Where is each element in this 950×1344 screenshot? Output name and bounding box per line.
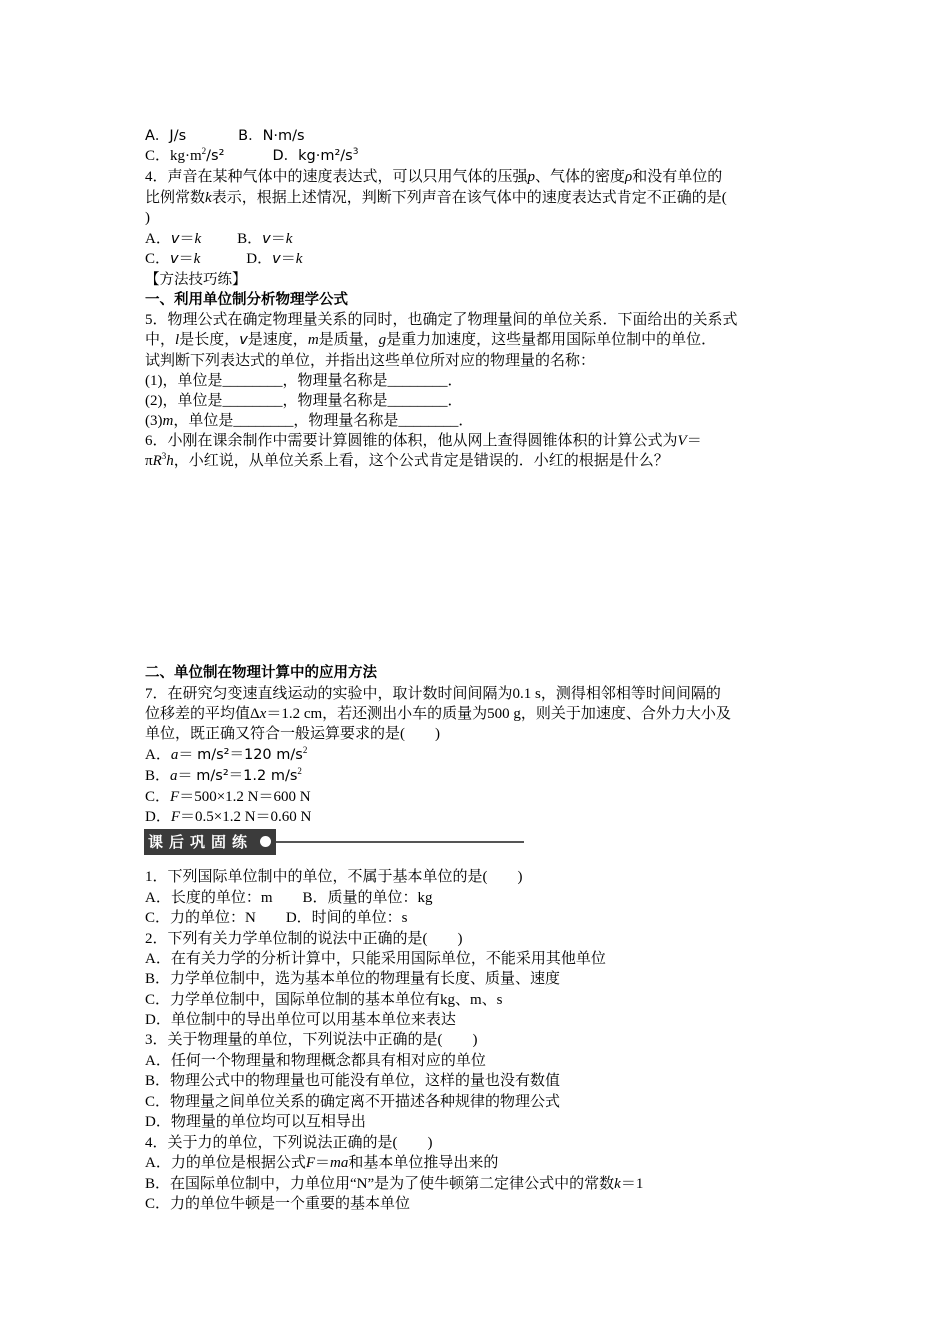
hw-q2-option-c: C．力学单位制中，国际单位制的基本单位有kg、m、s [145, 992, 503, 1008]
hw-q2-option-a: A．在有关力学的分析计算中，只能采用国际单位，不能采用其他单位 [145, 951, 606, 967]
hw-q4-option-a: A．力的单位是根据公式F＝ma和基本单位推导出来的 [145, 1155, 499, 1171]
q4-options-row2 [145, 249, 302, 269]
q5-stem-line1: 5．物理公式在确定物理量关系的同时，也确定了物理量间的单位关系．下面给出的关系式 [145, 312, 738, 328]
q7-option-a: A．a＝ m/s²＝120 $m/s^2$ [145, 745, 308, 763]
hw-q1-option-d: D．时间的单位：s [285, 910, 408, 926]
q5-sub-1: (1)，单位是________，物理量名称是________． [145, 373, 463, 389]
q5-stem-line2: 中，l是长度，v是速度，m是质量，g是重力加速度，这些量都用国际单位制中的单位． [145, 332, 717, 348]
method-heading: 【方法技巧练】 [145, 272, 247, 288]
q4-option-c: C．v＝k [145, 251, 201, 267]
hw-q3-option-b: B．物理公式中的物理量也可能没有单位，这样的量也没有数值 [145, 1073, 561, 1089]
q4-option-b: B．v＝k [237, 231, 293, 247]
q7-stem-line3: 单位，既正确又符合一般运算要求的是( ) [145, 726, 440, 742]
q6-stem-line1: 6．小刚在课余制作中需要计算圆锥的体积，他从网上查得圆锥体积的计算公式为V＝ [145, 433, 702, 449]
q3-option-b: B．N·m/s [238, 128, 305, 144]
q7-stem-line2: 位移差的平均值Δx＝1.2 cm，若还测出小车的质量为500 g，则关于加速度、合外力大小及 [145, 706, 731, 722]
hw-q1-options-row1 [145, 888, 433, 908]
hw-q4-option-b: B．在国际单位制中，力单位用“N”是为了使牛顿第二定律公式中的常数k＝1 [145, 1176, 644, 1192]
q4-options-row1 [145, 229, 292, 249]
q4-option-d: D．v＝k [246, 251, 303, 267]
q3-option-d: D．$kg\cdot m^2/s^3$ [272, 147, 359, 164]
hw-q3-stem: 3．关于物理量的单位，下列说法中正确的是( ) [145, 1032, 478, 1048]
q3-options-row1 [145, 126, 305, 146]
bullet-dot-icon [260, 836, 271, 847]
hw-q1-option-a: A．长度的单位：m [145, 890, 273, 906]
after-class-banner [144, 829, 524, 855]
banner-title: 课后巩固练 [148, 833, 254, 851]
hw-q1-stem: 1．下列国际单位制中的单位，不属于基本单位的是( ) [145, 869, 523, 885]
q4-stem-line3: ) [145, 210, 150, 226]
q3-option-c: C．$kg\cdot m^2/s^2$ [145, 146, 225, 164]
q5-sub-3: (3)m，单位是________，物理量名称是________． [145, 413, 474, 429]
q7-option-d: D．F＝0.5×1.2 N＝0.60 N [145, 809, 312, 825]
hw-q3-option-c: C．物理量之间单位关系的确定离不开描述各种规律的物理公式 [145, 1094, 561, 1110]
hw-q3-option-d: D．物理量的单位均可以互相导出 [145, 1114, 366, 1130]
hw-q1-option-b: B．质量的单位：kg [302, 890, 433, 906]
q4-stem-line2: 比例常数k表示，根据上述情况，判断下列声音在该气体中的速度表达式肯定不正确的是( [145, 190, 727, 206]
q6-stem-line2: $\pi R^3h$，小红说，从单位关系上看，这个公式肯定是错误的．小红的根据是什么？ [145, 451, 669, 469]
hw-q2-option-b: B．力学单位制中，选为基本单位的物理量有长度、质量、速度 [145, 971, 561, 987]
q7-option-b: B．a＝ m/s²＝1.2 $m/s^2$ [145, 766, 302, 784]
hw-q1-options-row2 [145, 908, 408, 928]
q5-stem-line3: 试判断下列表达式的单位，并指出这些单位所对应的物理量的名称： [145, 353, 596, 369]
q4-option-a: A．v＝k [145, 231, 202, 247]
q3-options-row2 [145, 146, 358, 166]
section-2-heading: 二、单位制在物理计算中的应用方法 [145, 665, 377, 681]
hw-q4-option-c: C．力的单位牛顿是一个重要的基本单位 [145, 1196, 411, 1212]
q7-stem-line1: 7．在研究匀变速直线运动的实验中，取计数时间间隔为0.1 s，测得相邻相等时间间隔的 [145, 686, 721, 702]
section-1-heading: 一、利用单位制分析物理学公式 [145, 292, 348, 308]
hw-q2-option-d: D．单位制中的导出单位可以用基本单位来表达 [145, 1012, 456, 1028]
banner-rule [276, 841, 524, 843]
q7-option-c: C．F＝500×1.2 N＝600 N [145, 789, 311, 805]
q3-option-a: A．J/s [145, 128, 187, 144]
hw-q2-stem: 2．下列有关力学单位制的说法中正确的是( ) [145, 931, 463, 947]
q4-stem-line1: 4．声音在某种气体中的速度表达式，可以只用气体的压强p、气体的密度ρ和没有单位的 [145, 169, 723, 185]
hw-q4-stem: 4．关于力的单位，下列说法正确的是( ) [145, 1135, 433, 1151]
hw-q1-option-c: C．力的单位：N [145, 910, 256, 926]
q5-sub-2: (2)，单位是________，物理量名称是________． [145, 393, 463, 409]
hw-q3-option-a: A．任何一个物理量和物理概念都具有相对应的单位 [145, 1053, 486, 1069]
